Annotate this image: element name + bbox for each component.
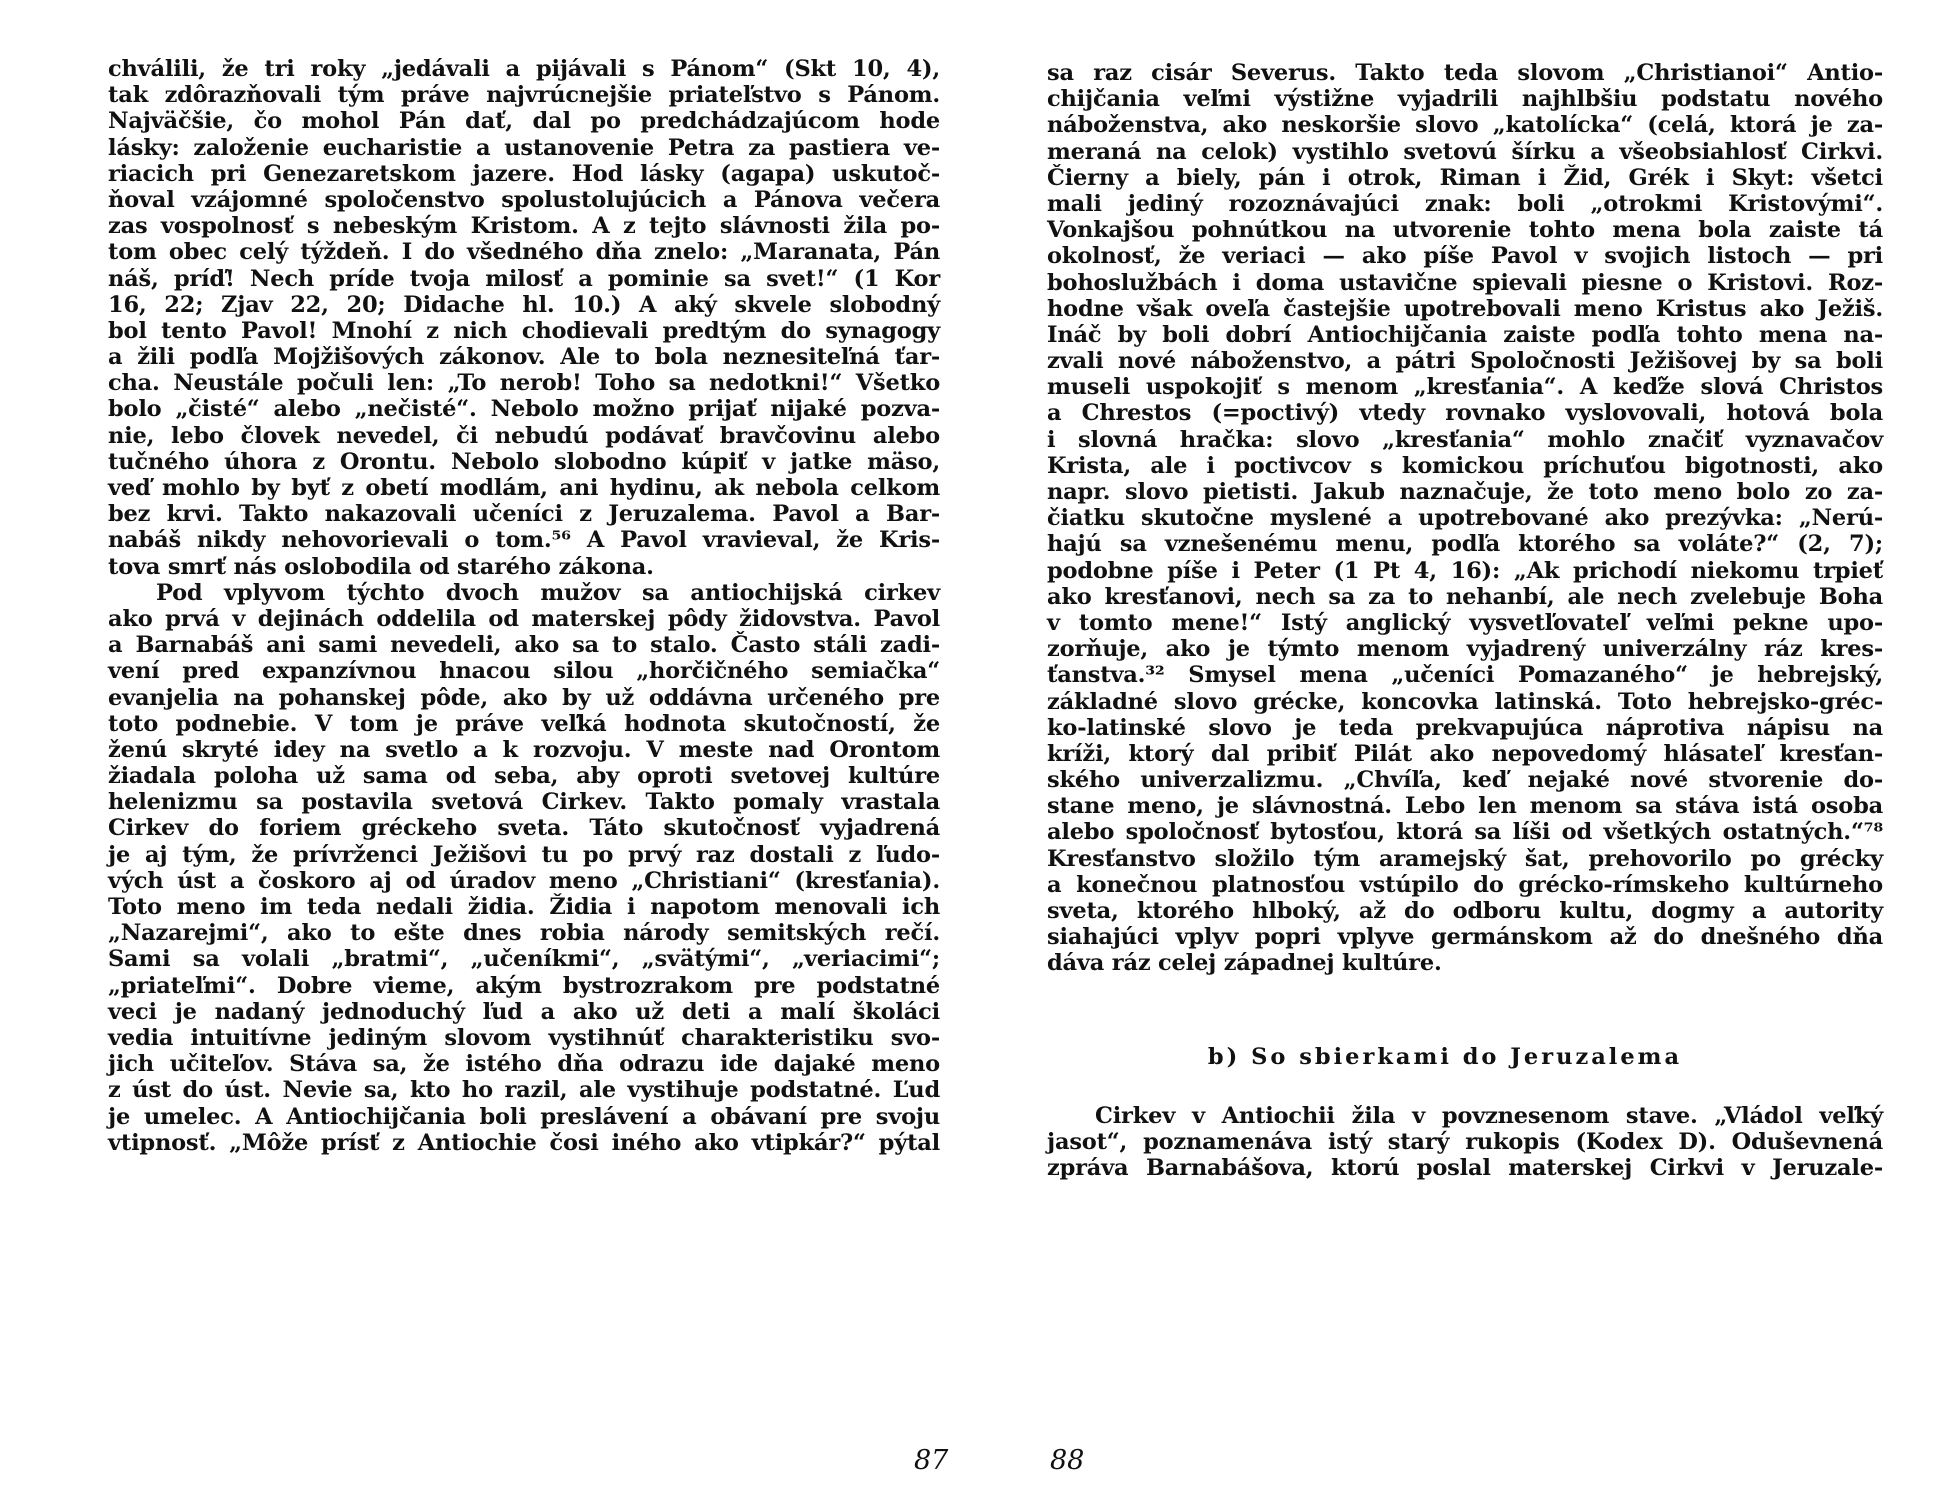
text-line: i slovná hračka: slovo „kresťania“ mohlo značiť vyznavačov <box>1047 426 1883 453</box>
text-line: čiatku skutočne myslené a upotrebované ako prezývka: „Nerú- <box>1047 505 1883 532</box>
text-line: „priateľmi“. Dobre vieme, akým bystrozrakom pre podstatné <box>108 972 940 999</box>
text-line: toto podnebie. V tom je práve veľká hodnota skutočností, že <box>108 710 940 737</box>
text-line: mali jediný rozoznávajúci znak: boli „otrokmi Kristovými“. <box>1047 190 1883 217</box>
text-line: meraná na celok) vystihlo svetovú šírku a všeobsiahlosť Cirkvi. <box>1047 138 1883 165</box>
text-line: Krista, ale i poctivcov s komickou príchuťou bigotnosti, ako <box>1047 452 1883 479</box>
text-line: jich učiteľov. Stáva sa, že istého dňa odrazu ide dajaké meno <box>108 1051 940 1078</box>
text-line: Cirkev do foriem gréckeho sveta. Táto skutočnosť vyjadrená <box>108 815 940 842</box>
text-line: veci je nadaný jednoduchý ľud a ako už deti a malí školáci <box>108 998 940 1025</box>
text-line: tova smrť nás oslobodila od starého zákona. <box>108 553 654 580</box>
text-line: alebo spoločnosť bytosťou, ktorá sa líši od všetkých ostatných.“⁷⁸ <box>1047 819 1883 846</box>
right-page-text <box>1047 60 1883 1181</box>
text-line: dáva ráz celej západnej kultúre. <box>1047 950 1442 977</box>
text-line: nie, lebo človek nevedel, či nebudú podávať bravčovinu alebo <box>108 422 940 449</box>
text-line: okolnosť, že veriaci — ako píše Pavol v svojich listoch — pri <box>1047 243 1883 270</box>
text-line: nabáš nikdy nehovorievali o tom.⁵⁶ A Pavol vravieval, že Kris- <box>108 527 940 554</box>
text-line: ského univerzalizmu. „Chvíľa, keď nejaké nové stvorenie do- <box>1047 767 1883 794</box>
text-line: Cirkev v Antiochii žila v povznesenom stave. „Vládol veľký <box>1095 1102 1883 1129</box>
text-line: napr. slovo pietisti. Jakub naznačuje, že toto meno bolo zo za- <box>1047 479 1883 505</box>
text-line: Toto meno im teda nedali židia. Židia i napotom menovali ich <box>108 894 940 920</box>
text-line: kríži, ktorý dal pribiť Pilát ako nepovedomý hlásateľ kresťan- <box>1047 740 1883 767</box>
text-line: „Nazarejmi“, ako to ešte dnes robia národy semitských rečí. <box>108 920 940 947</box>
text-line: podobne píše i Peter (1 Pt 4, 16): „Ak prichodí niekomu trpieť <box>1047 557 1883 584</box>
text-line: zas vospolnosť s nebeským Kristom. A z tejto slávnosti žila po- <box>108 213 940 240</box>
text-line: hajú sa vznešenému menu, podľa ktorého sa voláte?“ (2, 7); <box>1047 531 1883 558</box>
page-number-right: 88 <box>1050 1445 1085 1476</box>
text-line: lásky: založenie eucharistie a ustanovenie Petra za pastiera ve- <box>108 134 940 161</box>
page-number-left: 87 <box>914 1445 949 1476</box>
text-line: Ináč by boli dobrí Antiochijčania zaiste podľa tohto mena na- <box>1047 321 1883 348</box>
text-line: v tomto mene!“ Istý anglický vysvetľovateľ veľmi pekne upo- <box>1047 609 1883 636</box>
text-line: a žili podľa Mojžišových zákonov. Ale to bola neznesiteľná ťar- <box>108 344 940 371</box>
text-line: sa raz cisár Severus. Takto teda slovom „Christianoi“ Antio- <box>1047 60 1883 86</box>
text-line: siahajúci vplyv popri vplyve germánskom až do dnešného dňa <box>1047 924 1883 951</box>
text-line: zvali nové náboženstvo, a pátri Spoločnosti Ježišovej by sa boli <box>1047 348 1883 375</box>
right-page-body <box>1047 60 1883 977</box>
text-line: Čierny a biely, pán i otrok, Riman i Žid, Grék i Skyt: všetci <box>1047 164 1883 191</box>
text-line: ženú skryté idey na svetlo a k rozvoju. V meste nad Orontom <box>108 736 940 763</box>
text-line: tom obec celý týždeň. I do všedného dňa znelo: „Maranata, Pán <box>108 239 940 266</box>
text-line: bolo „čisté“ alebo „nečisté“. Nebolo možno prijať nijaké pozva- <box>108 396 940 423</box>
text-line: a Chrestos (=poctivý) vtedy rovnako vyslovovali, hotová bola <box>1047 400 1883 427</box>
text-line: bol tento Pavol! Mnohí z nich chodievali predtým do synagogy <box>108 317 940 344</box>
text-line: základné slovo grécke, koncovka latinská. Toto hebrejsko-gréc- <box>1047 688 1883 715</box>
text-line: helenizmu sa postavila svetová Cirkev. Takto pomaly vrastala <box>108 789 940 816</box>
text-line: a Barnabáš ani sami nevedeli, ako sa to stalo. Často stáli zadi- <box>108 632 940 659</box>
text-line: bez krvi. Takto nakazovali učeníci z Jeruzalema. Pavol a Bar- <box>108 501 940 528</box>
left-page-text <box>108 56 940 1156</box>
text-line: tučného úhora z Orontu. Nebolo slobodno kúpiť v jatke mäso, <box>108 448 940 475</box>
text-line: cha. Neustále počuli len: „To nerob! Toho sa nedotkni!“ Všetko <box>108 370 940 397</box>
right-page-new-section-body <box>1047 1103 1883 1182</box>
text-line: Najväčšie, čo mohol Pán dať, dal po predchádzajúcom hode <box>108 108 940 135</box>
text-line: náboženstva, ako neskoršie slovo „katolícka“ (celá, ktorá je za- <box>1047 112 1883 139</box>
text-line: vedia intuitívne jediným slovom vystihnúť charakteristiku svo- <box>108 1024 940 1051</box>
text-line: Kresťanstvo složilo tým aramejský šat, prehovorilo po grécky <box>1047 845 1883 872</box>
text-line: vení pred expanzívnou hnacou silou „horčičného semiačka“ <box>108 658 940 685</box>
text-line: je aj tým, že prívrženci Ježišovi tu po prvý raz dostali z ľudo- <box>108 841 940 868</box>
text-line: 16, 22; Zjav 22, 20; Didache hl. 10.) A aký skvele slobodný <box>108 291 940 318</box>
text-line: náš, príď! Nech príde tvoja milosť a pominie sa svet!“ (1 Kor <box>108 265 940 292</box>
text-line: zorňuje, ako je týmto menom vyjadrený univerzálny ráz kres- <box>1047 636 1883 663</box>
text-line: zpráva Barnabášova, ktorú poslal materskej Cirkvi v Jeruzale- <box>1047 1155 1883 1182</box>
text-line: Pod vplyvom týchto dvoch mužov sa antiochijská cirkev <box>156 579 940 606</box>
text-line: riacich pri Genezaretskom jazere. Hod lásky (agapa) uskutoč- <box>108 160 940 187</box>
text-line: z úst do úst. Nevie sa, kto ho razil, ale vystihuje podstatné. Ľud <box>108 1077 940 1104</box>
text-line: chválili, že tri roky „jedávali a pijávali s Pánom“ (Skt 10, 4), <box>108 56 940 82</box>
section-heading: b) So sbierkami do Jeruzalema <box>1207 1043 1683 1070</box>
text-line: ťanstva.³² Smysel mena „učeníci Pomazaného“ je hebrejský, <box>1047 662 1883 689</box>
text-line: vých úst a čoskoro aj od úradov meno „Christiani“ (kresťania). <box>108 867 940 894</box>
text-line: hodne však oveľa častejšie upotrebovali meno Kristus ako Ježiš. <box>1047 295 1883 322</box>
text-line: je umelec. A Antiochijčania boli preslávení a obávaní pre svoju <box>108 1103 940 1130</box>
text-line: jasot“, poznamenáva istý starý rukopis (Kodex D). Oduševnená <box>1047 1128 1883 1155</box>
text-line: ko-latinské slovo je teda prekvapujúca náprotiva nápisu na <box>1047 714 1883 741</box>
text-line: stane meno, je slávnostná. Lebo len menom sa stáva istá osoba <box>1047 793 1883 820</box>
text-line: museli uspokojiť s menom „kresťania“. A keďže slová Christos <box>1047 374 1883 401</box>
text-line: evanjelia na pohanskej pôde, ako by už oddávna určeného pre <box>108 684 940 711</box>
text-line: bohoslužbách i doma ustavične spievali piesne o Kristovi. Roz- <box>1047 269 1883 296</box>
text-line: žiadala poloha už sama od seba, aby oproti svetovej kultúre <box>108 763 940 790</box>
text-line: sveta, ktorého hlboký, až do odboru kultu, dogmy a autority <box>1047 898 1883 924</box>
text-line: veď mohlo by byť z obetí modlám, ani hydinu, ak nebola celkom <box>108 475 940 501</box>
text-line: ňoval vzájomné spoločenstvo spolustolujúcich a Pánova večera <box>108 186 940 213</box>
text-line: ako kresťanovi, nech sa za to nehanbí, ale nech zvelebuje Boha <box>1047 583 1883 610</box>
text-line: chijčania veľmi výstižne vyjadrili najhlbšiu podstatu nového <box>1047 86 1883 113</box>
text-line: Sami sa volali „bratmi“, „učeníkmi“, „svätými“, „veriacimi“; <box>108 946 940 973</box>
text-line: ako prvá v dejinách oddelila od materskej pôdy židovstva. Pavol <box>108 605 940 632</box>
text-line: Vonkajšou pohnútkou na utvorenie tohto mena bola zaiste tá <box>1047 217 1883 244</box>
text-line: a konečnou platnosťou vstúpilo do grécko-rímskeho kultúrneho <box>1047 871 1883 898</box>
text-line: tak zdôrazňovali tým práve najvrúcnejšie priateľstvo s Pánom. <box>108 82 940 109</box>
text-line: vtipnosť. „Môže prísť z Antiochie čosi iného ako vtipkár?“ pýtal <box>108 1129 940 1156</box>
